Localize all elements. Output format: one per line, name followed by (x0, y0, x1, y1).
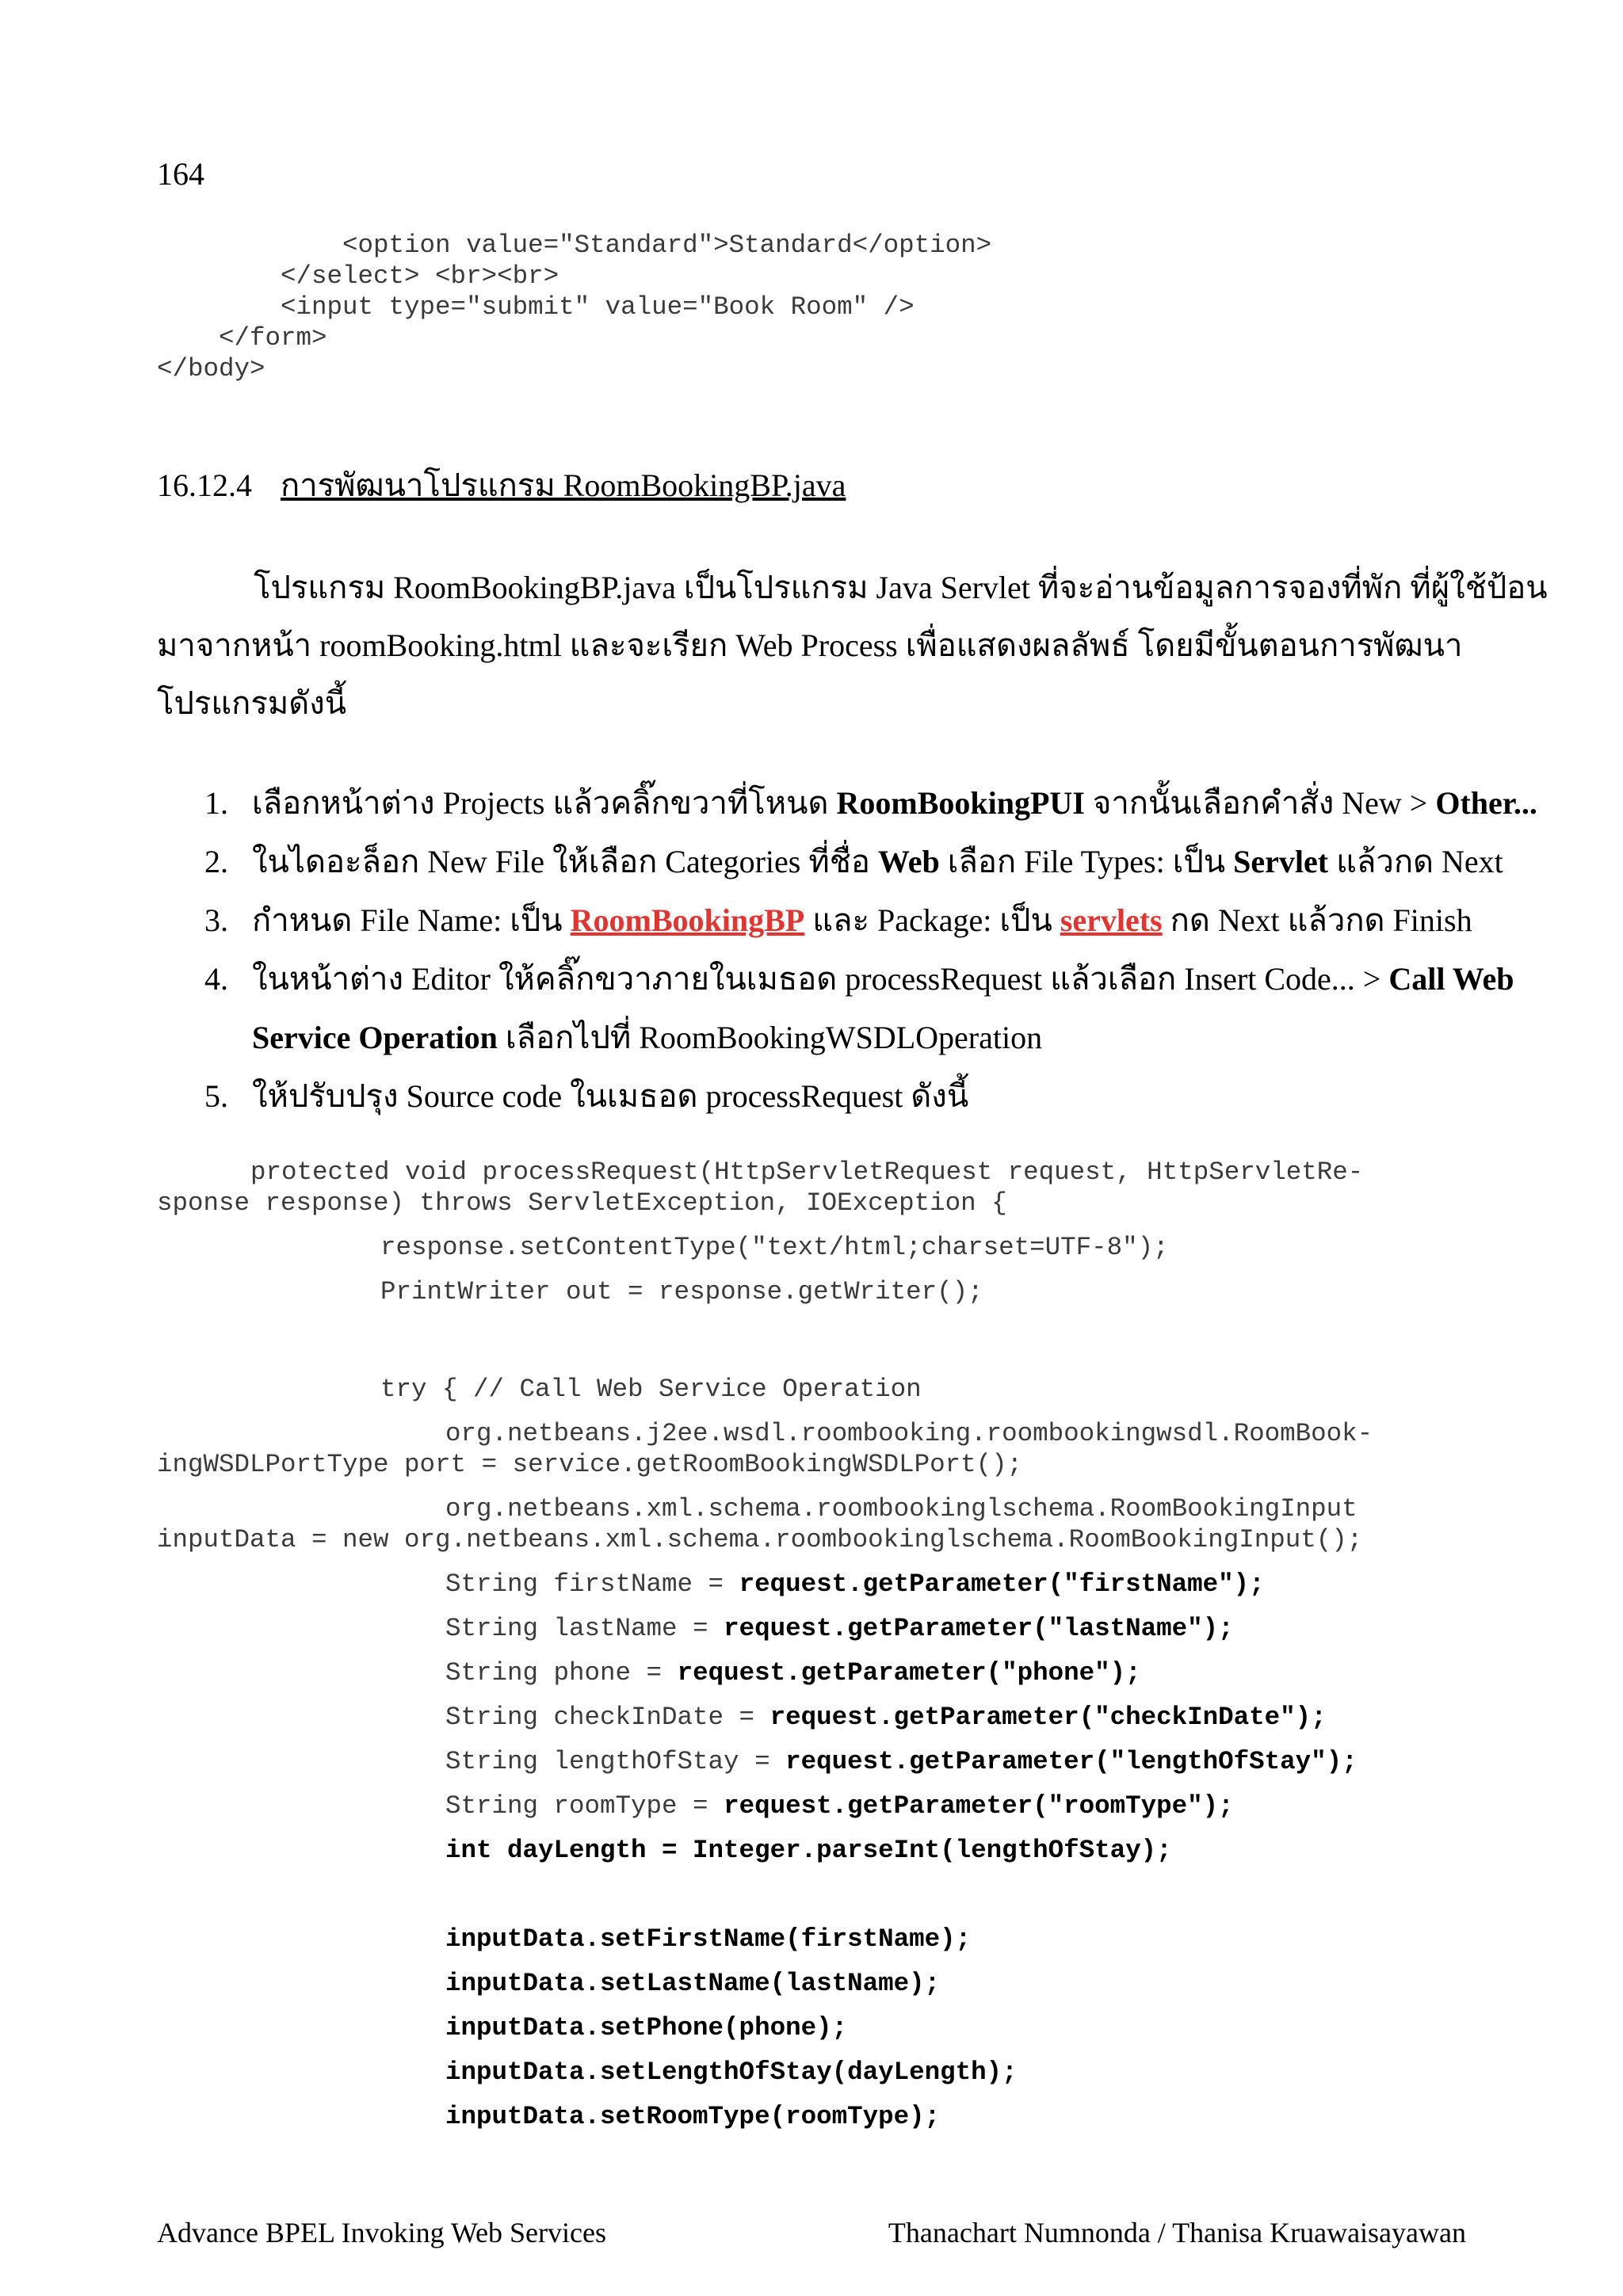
code-print-writer: PrintWriter out = response.getWriter(); (380, 1277, 983, 1306)
intro-line-2: มาจากหน้า roomBooking.html และจะเรียก Web Process เพื่อแสดงผลลัพธ์ โดยมีขั้นตอนการพัฒนา (157, 627, 1463, 663)
code-port-line-2: ingWSDLPortType port = service.getRoomBookingWSDLPort(); (157, 1450, 1023, 1479)
code-param-length-of-stay: String lengthOfStay = request.getParameter("lengthOfStay"); (445, 1747, 1358, 1776)
code-set-last-name: inputData.setLastName(lastName); (445, 1969, 941, 1998)
code-param-first-name: String firstName = request.getParameter("firstName"); (445, 1569, 1265, 1599)
step-5: 5. ให้ปรับปรุง Source code ในเมธอด processRequest ดังนี้ (204, 1078, 969, 1114)
page-number: 164 (157, 156, 204, 192)
code-port-line-1: org.netbeans.j2ee.wsdl.roombooking.roombookingwsdl.RoomBook- (445, 1419, 1373, 1448)
intro-line-3: โปรแกรมดังนี้ (157, 685, 347, 721)
step-number: 5. (204, 1078, 228, 1114)
section-title: การพัฒนาโปรแกรม RoomBookingBP.java (281, 467, 846, 503)
code-param-check-in-date: String checkInDate = request.getParameter("checkInDate"); (445, 1703, 1327, 1732)
code-param-room-type: String roomType = request.getParameter("roomType"); (445, 1791, 1234, 1821)
code-param-phone: String phone = request.getParameter("phone"); (445, 1658, 1141, 1688)
code-signature-line-1: protected void processRequest(HttpServletRequest request, HttpServletRe- (250, 1158, 1364, 1187)
code-try: try { // Call Web Service Operation (380, 1375, 922, 1404)
code-top-line-2: </select> <br><br> (157, 261, 559, 291)
intro-line-1: โปรแกรม RoomBookingBP.java เป็นโปรแกรม Java Servlet ที่จะอ่านข้อมูลการจองที่พัก ที่ผู้ใช้ป้อน (254, 570, 1548, 605)
code-top-line-5: </body> (157, 354, 265, 383)
step-2: 2. ในไดอะล็อก New File ให้เลือก Categories ที่ชื่อ Web เลือก File Types: เป็น Servlet แล้วกด Next (204, 844, 1503, 879)
code-set-room-type: inputData.setRoomType(roomType); (445, 2102, 941, 2131)
step-1: 1. เลือกหน้าต่าง Projects แล้วคลิ๊กขวาที่โหนด RoomBookingPUI จากนั้นเลือกคำสั่ง New > Other... (204, 785, 1537, 821)
code-set-content-type: response.setContentType("text/html;charset=UTF-8"); (380, 1233, 1169, 1262)
step-number: 3. (204, 902, 228, 938)
section-heading (157, 467, 846, 505)
code-signature-line-2: sponse response) throws ServletException, IOException { (157, 1188, 1007, 1218)
code-top-line-1: <option value="Standard">Standard</option> (157, 231, 992, 260)
file-name-link: RoomBookingBP (570, 902, 805, 938)
step-number: 2. (204, 844, 228, 879)
code-input-data-line-1: org.netbeans.xml.schema.roombookinglschema.RoomBookingInput (445, 1494, 1358, 1524)
code-day-length: int dayLength = Integer.parseInt(lengthOfStay); (445, 1836, 1172, 1865)
step-4-continued: Service Operation เลือกไปที่ RoomBookingWSDLOperation (252, 1020, 1043, 1055)
step-number: 4. (204, 961, 228, 997)
step-3: 3. กำหนด File Name: เป็น RoomBookingBP และ Package: เป็น servlets กด Next แล้วกด Finish (204, 902, 1472, 938)
step-4: 4. ในหน้าต่าง Editor ให้คลิ๊กขวาภายในเมธอด processRequest แล้วเลือก Insert Code... > Call Web (204, 961, 1514, 997)
section-number: 16.12.4 (157, 467, 252, 503)
code-set-length-of-stay: inputData.setLengthOfStay(dayLength); (445, 2058, 1018, 2087)
code-set-phone: inputData.setPhone(phone); (445, 2013, 848, 2042)
code-set-first-name: inputData.setFirstName(firstName); (445, 1924, 972, 1954)
code-input-data-line-2: inputData = new org.netbeans.xml.schema.roombookinglschema.RoomBookingInput(); (157, 1525, 1363, 1554)
code-top-line-4: </form> (157, 323, 327, 353)
footer-left: Advance BPEL Invoking Web Services (157, 2217, 606, 2248)
package-name-link: servlets (1060, 902, 1163, 938)
footer-right: Thanachart Numnonda / Thanisa Kruawaisayawan (888, 2217, 1466, 2248)
code-top-line-3: <input type="submit" value="Book Room" /> (157, 292, 915, 322)
code-param-last-name: String lastName = request.getParameter("lastName"); (445, 1614, 1234, 1643)
step-number: 1. (204, 785, 228, 821)
